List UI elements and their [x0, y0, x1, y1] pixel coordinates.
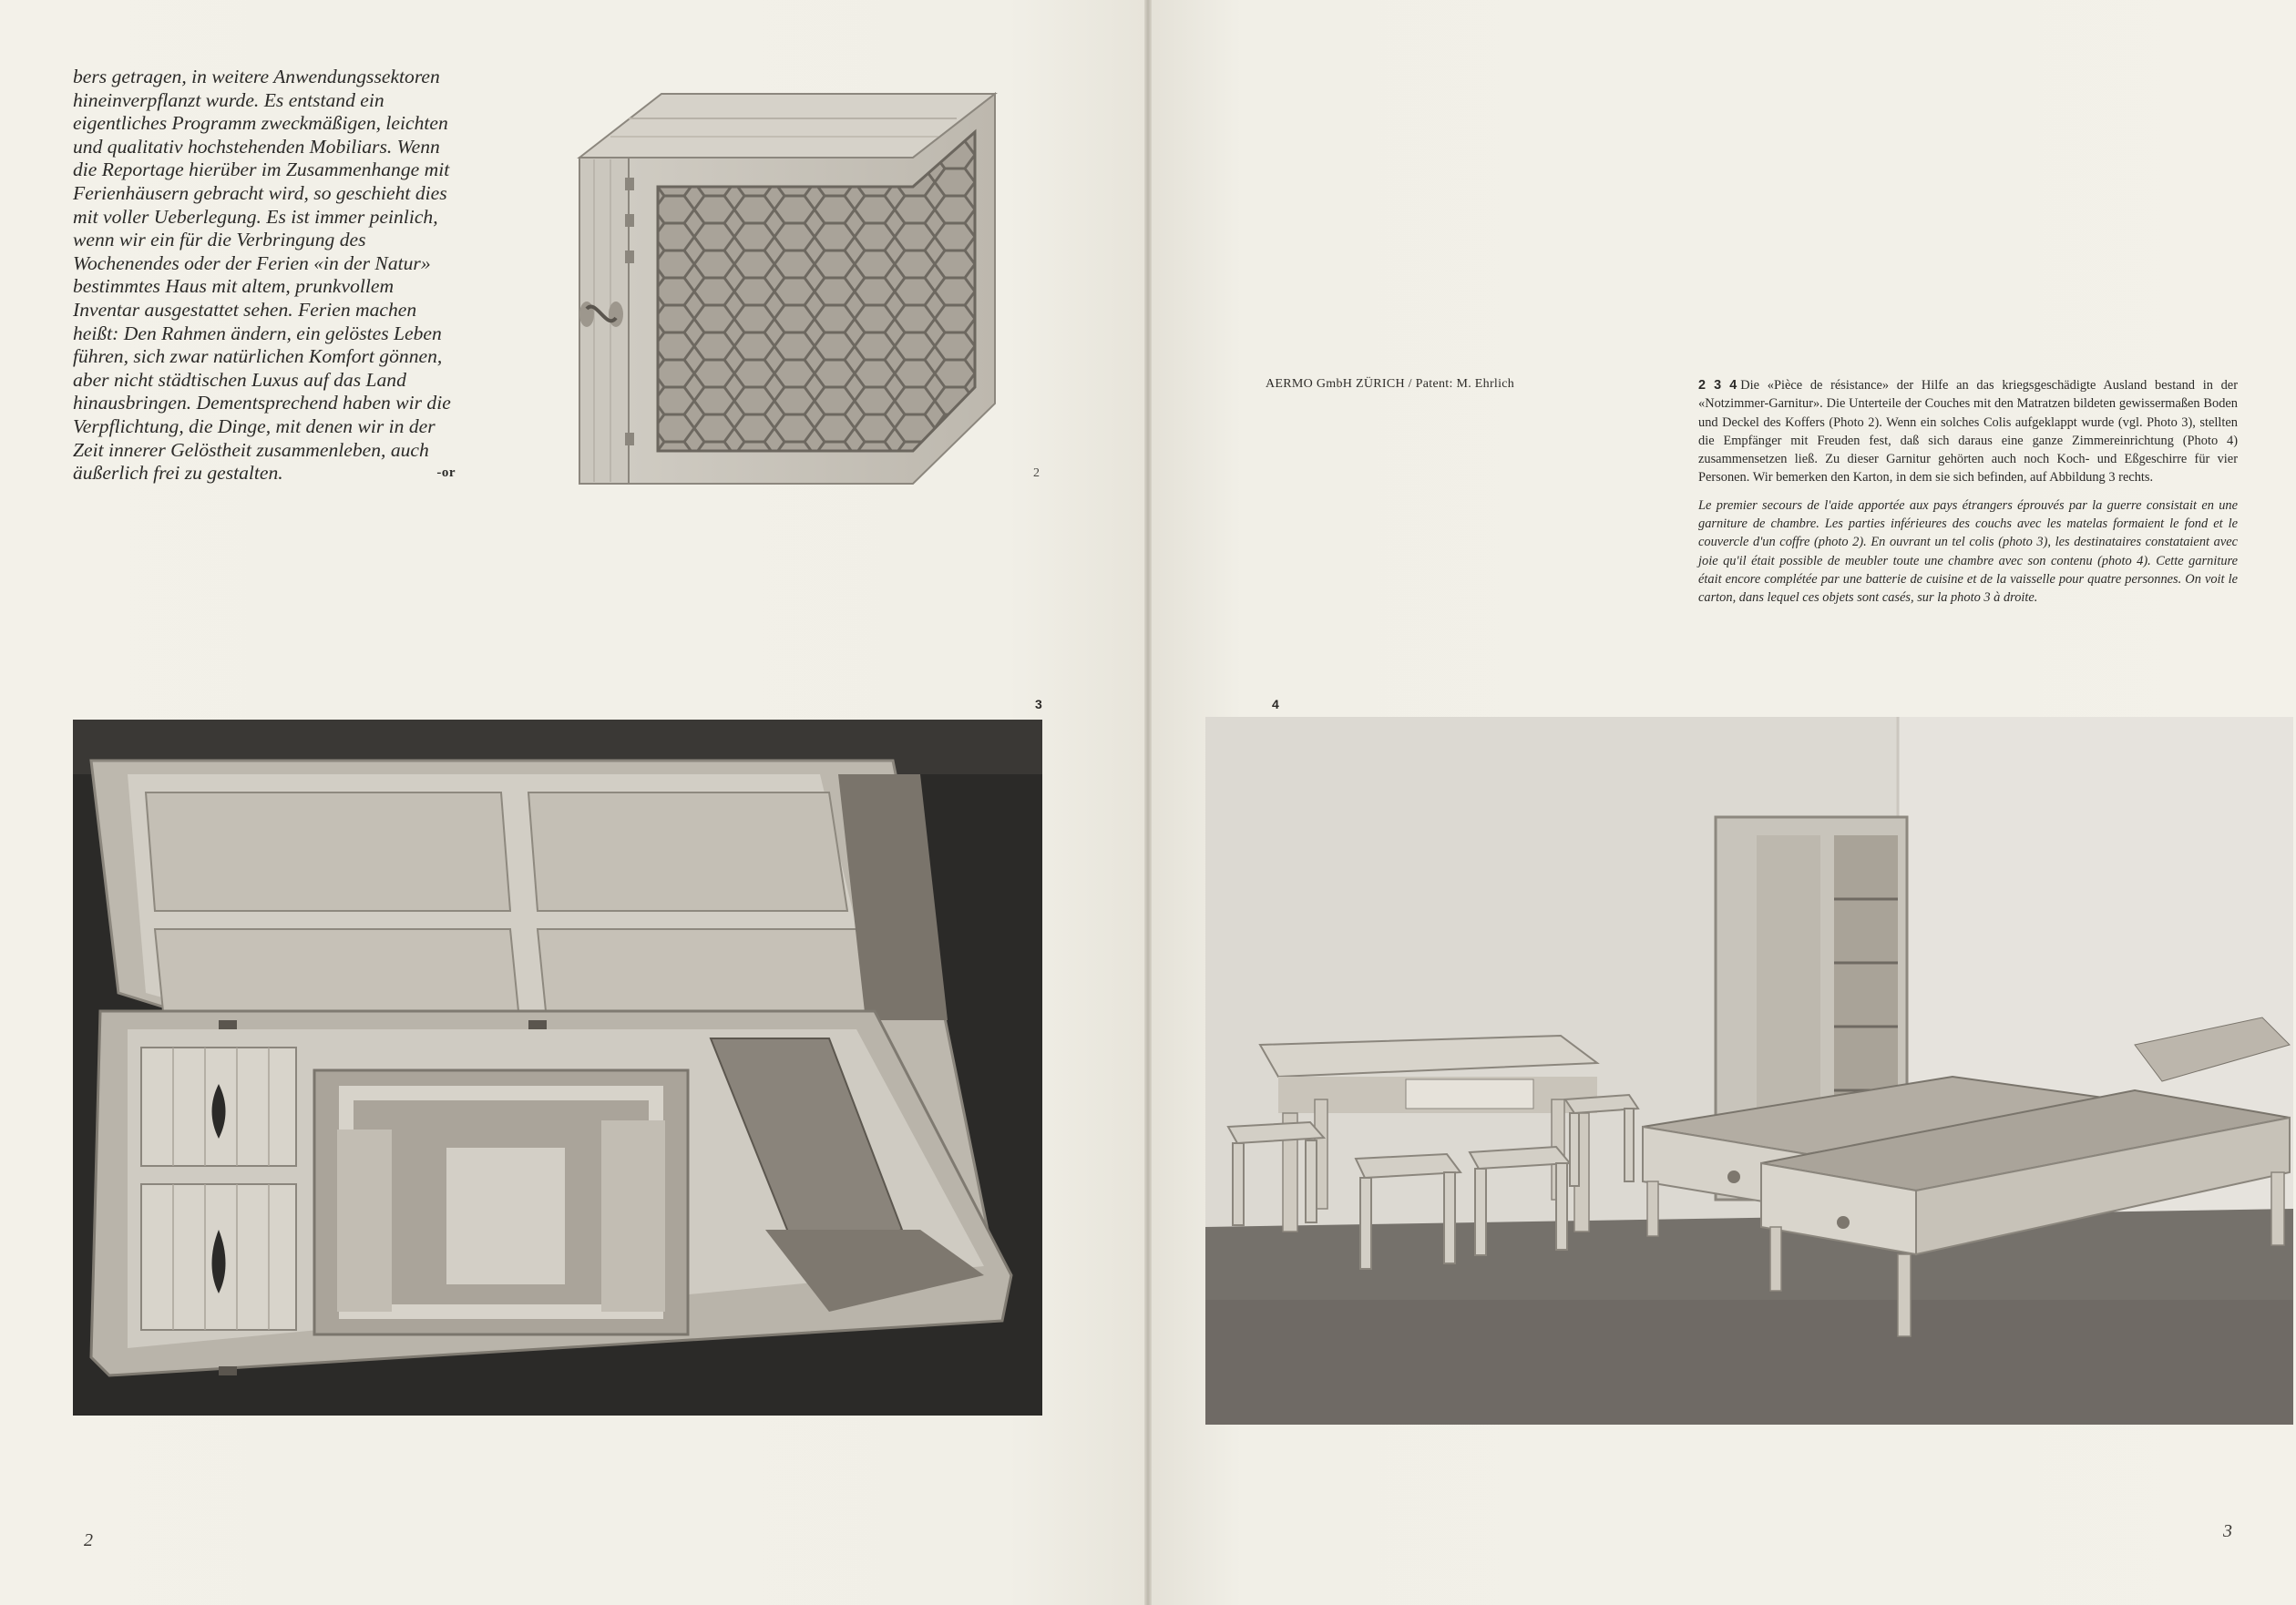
photo-icon [1205, 717, 2293, 1425]
photo-caption [1698, 376, 2238, 617]
closed-crate-photo [574, 87, 1002, 487]
manufacturer-credit: AERMO GmbH ZÜRICH / Patent: M. Ehrlich [1266, 377, 1515, 391]
page-gutter [1144, 0, 1152, 1605]
caption-figure-numbers: 2 3 4 [1698, 378, 1737, 393]
photo-icon [574, 87, 1002, 487]
figure-number-4: 4 [1272, 697, 1279, 711]
figure-number-2: 2 [1033, 466, 1040, 480]
figure-number-3: 3 [1035, 697, 1042, 711]
author-signature: -or [436, 465, 456, 481]
essay-column [73, 66, 456, 486]
open-crate-photo [73, 720, 1042, 1416]
caption-german: Die «Pièce de résistance» der Hilfe an das kriegsgeschädigte Ausland bestand in der «Notzimmer-Garnitur». Die Unterteile der Couches mit den Matratzen bildeten gewissermaßen Boden und Deckel des Koffers (Photo 2). Wenn ein solches Colis aufgeklappt wurde (vgl. Photo 3), stellten die Empfänger mit Freuden fest, daß sich daraus eine ganze Zimmereinrichtung (Photo 4) zusammensetzen ließ. Zu dieser Garnitur gehörten auch noch Koch- und Eßgeschirre für vier Personen. Wir bemerken den Karton, in dem sie sich befinden, auf Abbildung 3 rechts. [1698, 378, 2238, 486]
furnished-room-photo [1205, 717, 2293, 1425]
caption-german-paragraph [1698, 376, 2238, 487]
left-page-number: 2 [84, 1530, 93, 1550]
right-page-number: 3 [2223, 1521, 2232, 1541]
essay-text: bers getragen, in weitere Anwendungssektoren hineinverpflanzt wurde. Es entstand ein eigentliches Programm zweckmäßigen, leichten und qualitativ hochstehenden Mobiliars. Wenn die Reportage hierüber im Zusammenhange mit Ferienhäusern gebracht wird, so geschieht dies mit voller Ueberlegung. Es ist immer peinlich, wenn wir ein für die Verbringung des Wochenendes oder der Ferien «in der Natur» bestimmtes Haus mit altem, prunkvollem Inventar ausgestattet sehen. Ferien machen heißt: Den Rahmen ändern, ein gelöstes Leben führen, sich zwar natürlichen Komfort gönnen, aber nicht städtischen Luxus auf das Land hinausbringen. Dementsprechend haben wir die Verpflichtung, die Dinge, mit denen wir in der Zeit innerer Gelöstheit zusammenleben, auch äußerlich frei zu gestalten. [73, 66, 451, 485]
caption-french: Le premier secours de l'aide apportée aux pays étrangers éprouvés par la guerre consistait en une garniture de chambre. Les parties inférieures des couchs avec les matelas formaient le fond et le couvercle d'un coffre (photo 2). En ouvrant un tel colis (photo 3), les destinataires constataient avec joie qu'il était possible de meubler toute une chambre avec son contenu (photo 4). Cette garniture était encore complétée par une batterie de cuisine et de la vaisselle pour quatre personnes. On voit le carton, dans lequel ces objets sont casés, sur la photo 3 à droite. [1698, 497, 2238, 606]
photo-icon [73, 720, 1042, 1416]
